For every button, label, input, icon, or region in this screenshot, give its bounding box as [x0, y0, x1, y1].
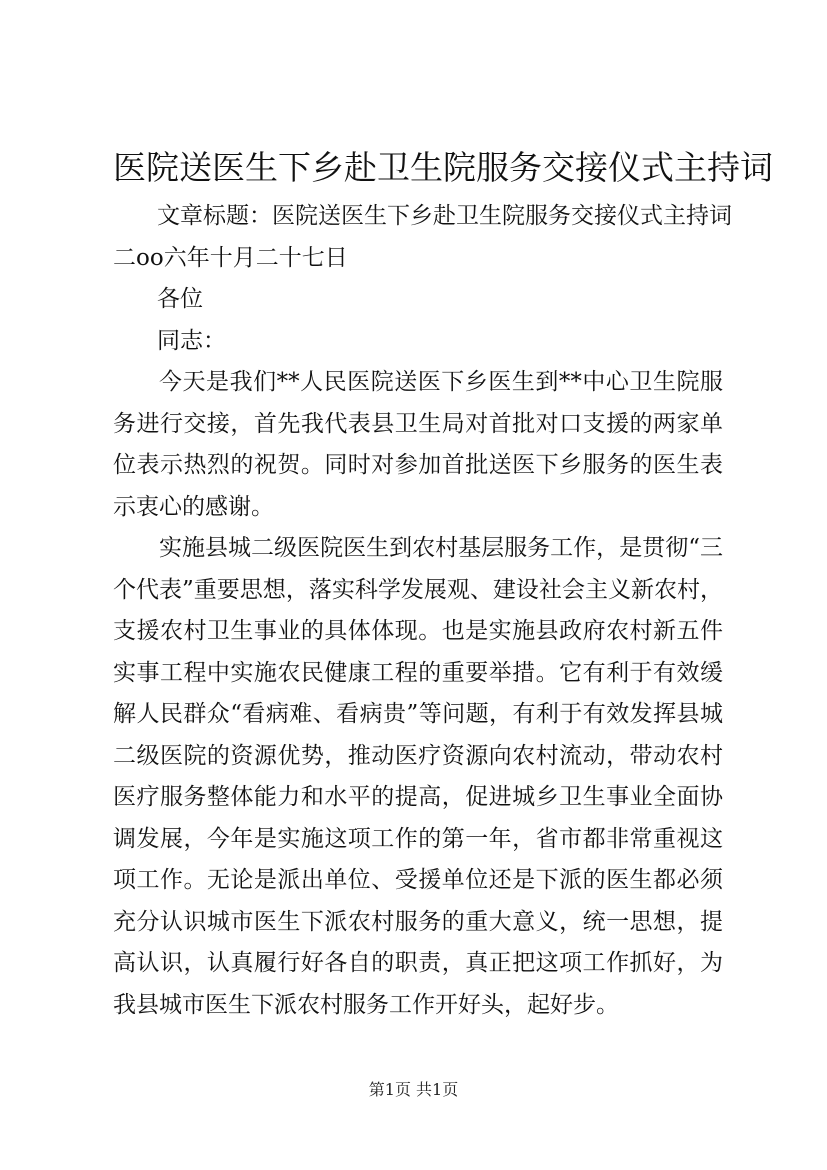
document-body [113, 196, 732, 1026]
page-footer: 第1页 共1页 [368, 1080, 459, 1099]
document-title: 医院送医生下乡赴卫生院服务交接仪式主持词 [113, 148, 773, 187]
paragraph-2: 实施县城二级医院医生到农村基层服务工作，是贯彻“三个代表”重要思想，落实科学发展观、建设社会主义新农村，支援农村卫生事业的具体体现。也是实施县政府农村新五件实事工程中实施农民健康工程的重要举措。它有利于有效缓解人民群众“看病难、看病贵”等问题，有利于有效发挥县城二级医院的资源优势，推动医疗资源向农村流动，带动农村医疗服务整体能力和水平的提高，促进城乡卫生事业全面协调发展，今年是实施这项工作的第一年，省市都非常重视这项工作。无论是派出单位、受援单位还是下派的医生都必须充分认识城市医生下派农村服务的重大意义，统一思想，提高认识，认真履行好各自的职责，真正把这项工作抓好，为我县城市医生下派农村服务工作开好头，起好步。 [113, 535, 723, 1018]
paragraph-1: 今天是我们**人民医院送医下乡医生到**中心卫生院服务进行交接，首先我代表县卫生局对首批对口支援的两家单位表示热烈的祝贺。同时对参加首批送医下乡服务的医生表示衷心的感谢。 [113, 369, 723, 520]
salutation-line-1: 各位 [157, 286, 203, 312]
salutation-line-2: 同志： [157, 327, 226, 354]
date-line: 二oo六年十月二十七日 [113, 244, 348, 271]
article-title-line: 文章标题：医院送医生下乡赴卫生院服务交接仪式主持词 [157, 203, 732, 229]
